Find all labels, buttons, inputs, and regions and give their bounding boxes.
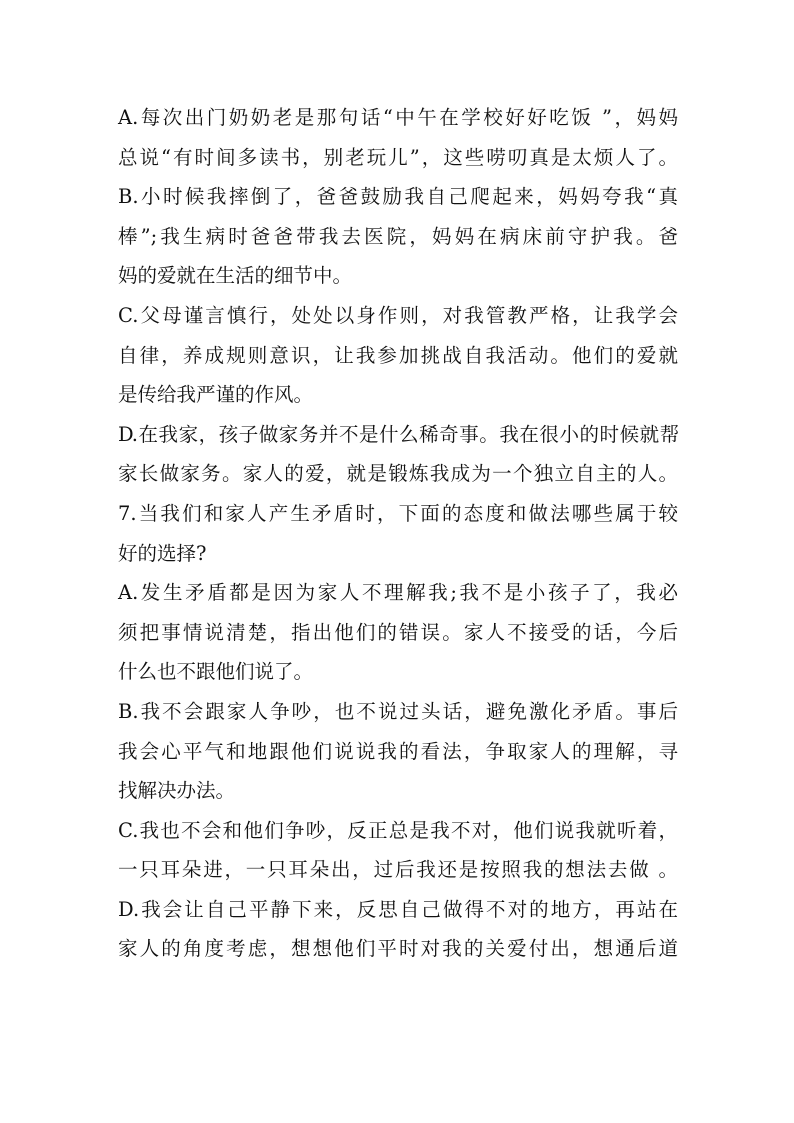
- text-line: C.我也不会和他们争吵，反正总是我不对，他们说我就听着，: [118, 818, 678, 842]
- text-line: D.在我家，孩子做家务并不是什么稀奇事。我在很小的时候就帮: [118, 422, 678, 446]
- text-line: A.发生矛盾都是因为家人不理解我;我不是小孩子了，我必: [118, 581, 678, 605]
- text-line: B.我不会跟家人争吵，也不说过头话，避免激化矛盾。事后: [118, 699, 678, 723]
- text-line: 7.当我们和家人产生矛盾时，下面的态度和做法哪些属于较: [118, 501, 678, 525]
- text-line: 找解决办法。: [118, 779, 236, 803]
- text-line: 妈的爱就在生活的细节中。: [118, 264, 353, 288]
- text-line: D.我会让自己平静下来，反思自己做得不对的地方，再站在: [118, 897, 678, 921]
- text-line: 家长做家务。家人的爱，就是锻炼我成为一个独立自主的人。: [118, 462, 678, 486]
- text-line: 棒”;我生病时爸爸带我去医院，妈妈在病床前守护我。爸: [118, 224, 678, 248]
- text-line: 总说“有时间多读书，别老玩儿”，这些唠叨真是太烦人了。: [118, 145, 678, 169]
- text-line: 须把事情说清楚，指出他们的错误。家人不接受的话，今后: [118, 620, 678, 644]
- text-line: 家人的角度考虑，想想他们平时对我的关爱付出，想通后道: [118, 937, 678, 961]
- text-line: B.小时候我摔倒了，爸爸鼓励我自己爬起来，妈妈夸我“真: [118, 185, 678, 209]
- text-line: 一只耳朵进，一只耳朵出，过后我还是按照我的想法去做 。: [118, 858, 678, 882]
- text-line: A.每次出门奶奶老是那句话“中午在学校好好吃饭 ”，妈妈: [118, 106, 678, 129]
- text-line: 什么也不跟他们说了。: [118, 660, 314, 684]
- text-line: 好的选择?: [118, 541, 207, 565]
- text-line: 是传给我严谨的作风。: [118, 383, 314, 407]
- text-line: 自律，养成规则意识，让我参加挑战自我活动。他们的爱就: [118, 343, 678, 367]
- document-page: [118, 98, 678, 969]
- text-line: C.父母谨言慎行，处处以身作则，对我管教严格，让我学会: [118, 303, 678, 327]
- text-line: 我会心平气和地跟他们说说我的看法，争取家人的理解，寻: [118, 739, 678, 763]
